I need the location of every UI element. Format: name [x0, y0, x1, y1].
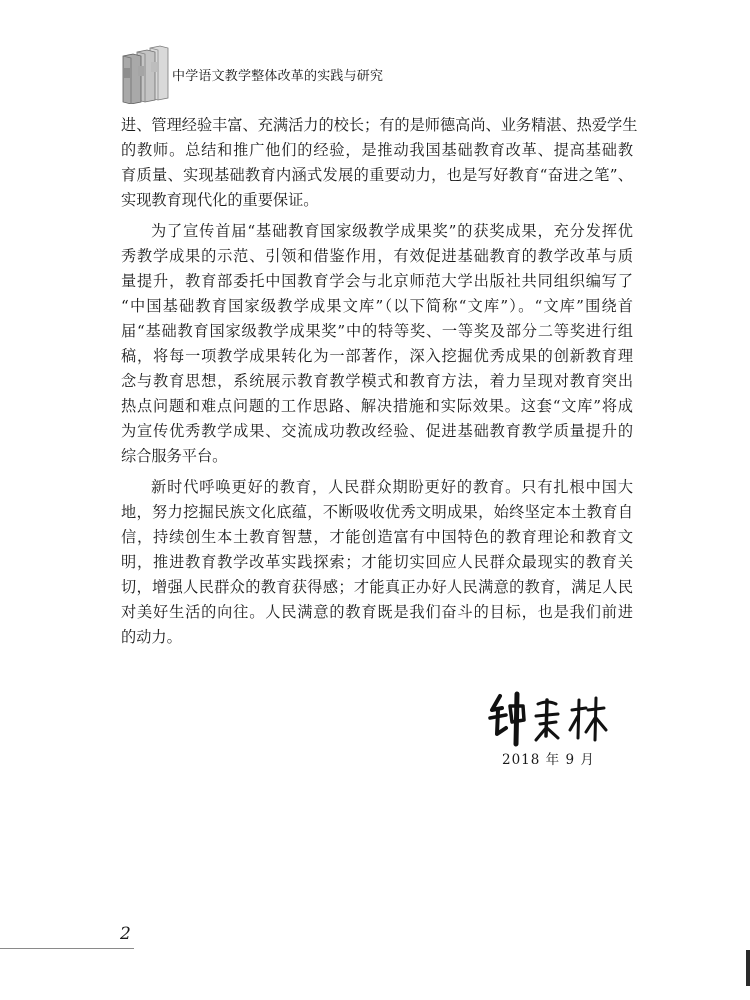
text-line: 育质量、实现基础教育内涵式发展的重要动力，也是写好教育“奋进之笔”、 — [121, 166, 633, 184]
text-line: 明，推进教育教学改革实践探索；才能切实回应人民群众最现实的教育关 — [121, 553, 633, 571]
text-line: 切，增强人民群众的教育获得感；才能真正办好人民满意的教育，满足人民 — [121, 578, 633, 596]
running-header-title: 中学语文教学整体改革的实践与研究 — [172, 69, 384, 84]
text-line: 秀教学成果的示范、引领和借鉴作用，有效促进基础教育的教学改革与质 — [121, 247, 633, 265]
text-line: 实现教育现代化的重要保证。 — [121, 191, 319, 209]
paragraph — [121, 475, 633, 650]
text-line: 稿，将每一项教学成果转化为一部著作，深入挖掘优秀成果的创新教育理 — [121, 347, 633, 365]
text-line: 综合服务平台。 — [121, 447, 228, 465]
text-line: 热点问题和难点问题的工作思路、解决措施和实际效果。这套“文库”将成 — [121, 397, 633, 415]
text-line: 念与教育思想，系统展示教育教学模式和教育方法，着力呈现对教育突出 — [121, 372, 633, 390]
paragraph — [121, 113, 638, 213]
running-header — [120, 44, 390, 104]
footer-rule — [0, 948, 134, 949]
text-line: 量提升，教育部委托中国教育学会与北京师范大学出版社共同组织编写了 — [121, 272, 633, 290]
text-line: 为了宣传首届“基础教育国家级教学成果奖”的获奖成果，充分发挥优 — [151, 222, 633, 240]
text-line: 的教师。总结和推广他们的经验，是推动我国基础教育改革、提高基础教 — [121, 141, 633, 159]
paragraph — [121, 219, 633, 469]
text-line: 进、管理经验丰富、充满活力的校长；有的是师德高尚、业务精湛、热爱学生 — [121, 116, 638, 134]
body-text — [121, 113, 638, 650]
text-line: “中国基础教育国家级教学成果文库”（以下简称“文库”）。“文库”围绕首 — [121, 297, 633, 315]
page-edge-mark — [746, 950, 750, 986]
text-line: 地，努力挖掘民族文化底蕴，不断吸收优秀文明成果，始终坚定本土教育自 — [121, 503, 633, 521]
text-line: 新时代呼唤更好的教育，人民群众期盼更好的教育。只有扎根中国大 — [151, 478, 633, 496]
books-icon — [120, 44, 172, 104]
text-line: 为宣传优秀教学成果、交流成功教改经验、促进基础教育教学质量提升的 — [121, 422, 633, 440]
text-line: 的动力。 — [121, 628, 182, 646]
signature-date: 2018 年 9 月 — [502, 752, 595, 768]
text-line: 对美好生活的向往。人民满意的教育既是我们奋斗的目标，也是我们前进 — [121, 603, 633, 621]
handwritten-signature — [486, 688, 608, 748]
text-line: 届“基础教育国家级教学成果奖”中的特等奖、一等奖及部分二等奖进行组 — [121, 322, 633, 340]
page-number: 2 — [120, 924, 131, 944]
text-line: 信，持续创生本土教育智慧，才能创造富有中国特色的教育理论和教育文 — [121, 528, 633, 546]
